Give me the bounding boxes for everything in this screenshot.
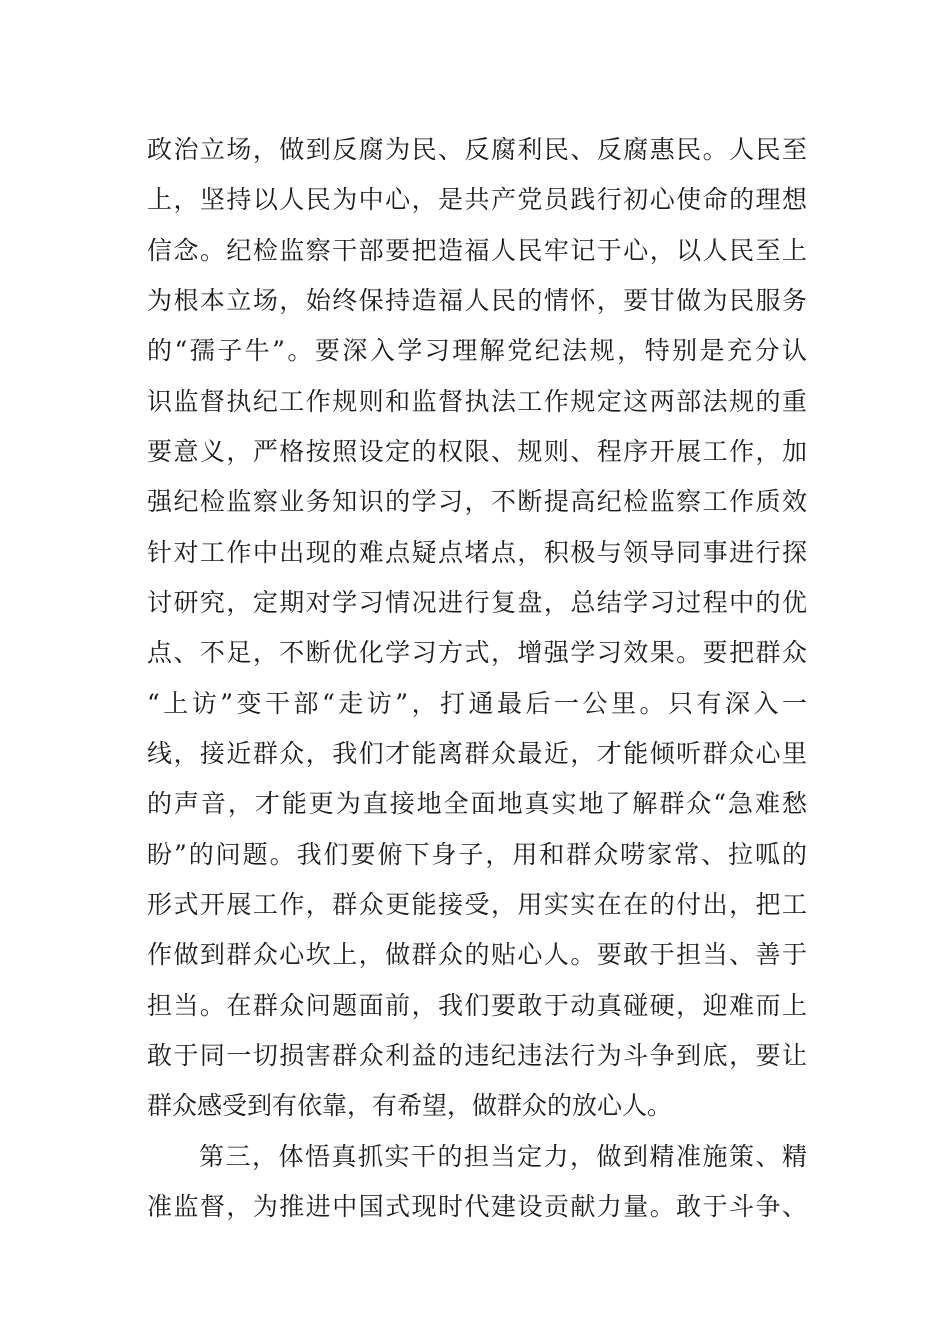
paragraph-line: 群众感受到有依靠，有希望，做群众的放心人。 xyxy=(147,1091,673,1120)
paragraph-line: 识监督执纪工作规则和监督执法工作规定这两部法规的重 xyxy=(147,387,807,416)
paragraph-line: 担当。在群众问题面前，我们要敢于动真碰硬，迎难而上 xyxy=(147,991,807,1020)
paragraph-line: 敢于同一切损害群众利益的违纪违法行为斗争到底，要让 xyxy=(147,1041,807,1070)
paragraph-line: 点、不足，不断优化学习方式，增强学习效果。要把群众 xyxy=(147,638,807,667)
paragraph-line: 政治立场，做到反腐为民、反腐利民、反腐惠民。人民至 xyxy=(147,135,807,164)
paragraph-first-line: 第三，体悟真抓实干的担当定力，做到精准施策、精 xyxy=(199,1142,807,1171)
paragraph-line: 形式开展工作，群众更能接受，用实实在在的付出，把工 xyxy=(147,890,807,919)
paragraph-line: 作做到群众心坎上，做群众的贴心人。要敢于担当、善于 xyxy=(147,940,807,969)
paragraph-line: 为根本立场，始终保持造福人民的情怀，要甘做为民服务 xyxy=(147,286,807,315)
paragraph-line: “上访”变干部“走访”，打通最后一公里。只有深入一 xyxy=(147,689,807,718)
paragraph-line: 信念。纪检监察干部要把造福人民牢记于心，以人民至上 xyxy=(147,236,807,265)
paragraph-line: 盼”的问题。我们要俯下身子，用和群众唠家常、拉呱的 xyxy=(147,840,807,869)
paragraph-line: 针对工作中出现的难点疑点堵点，积极与领导同事进行探 xyxy=(147,538,807,567)
paragraph-line: 讨研究，定期对学习情况进行复盘，总结学习过程中的优 xyxy=(147,588,807,617)
paragraph-line: 强纪检监察业务知识的学习，不断提高纪检监察工作质效 xyxy=(147,487,807,516)
paragraph-line: 准监督，为推进中国式现时代建设贡献力量。敢于斗争、 xyxy=(147,1192,807,1221)
paragraph-line: 要意义，严格按照设定的权限、规则、程序开展工作，加 xyxy=(147,437,807,466)
paragraph-line: 的声音，才能更为直接地全面地真实地了解群众“急难愁 xyxy=(147,789,807,818)
paragraph-line: 的“孺子牛”。要深入学习理解党纪法规，特别是充分认 xyxy=(147,336,807,365)
paragraph-line: 上，坚持以人民为中心，是共产党员践行初心使命的理想 xyxy=(147,185,807,214)
paragraph-line: 线，接近群众，我们才能离群众最近，才能倾听群众心里 xyxy=(147,739,807,768)
